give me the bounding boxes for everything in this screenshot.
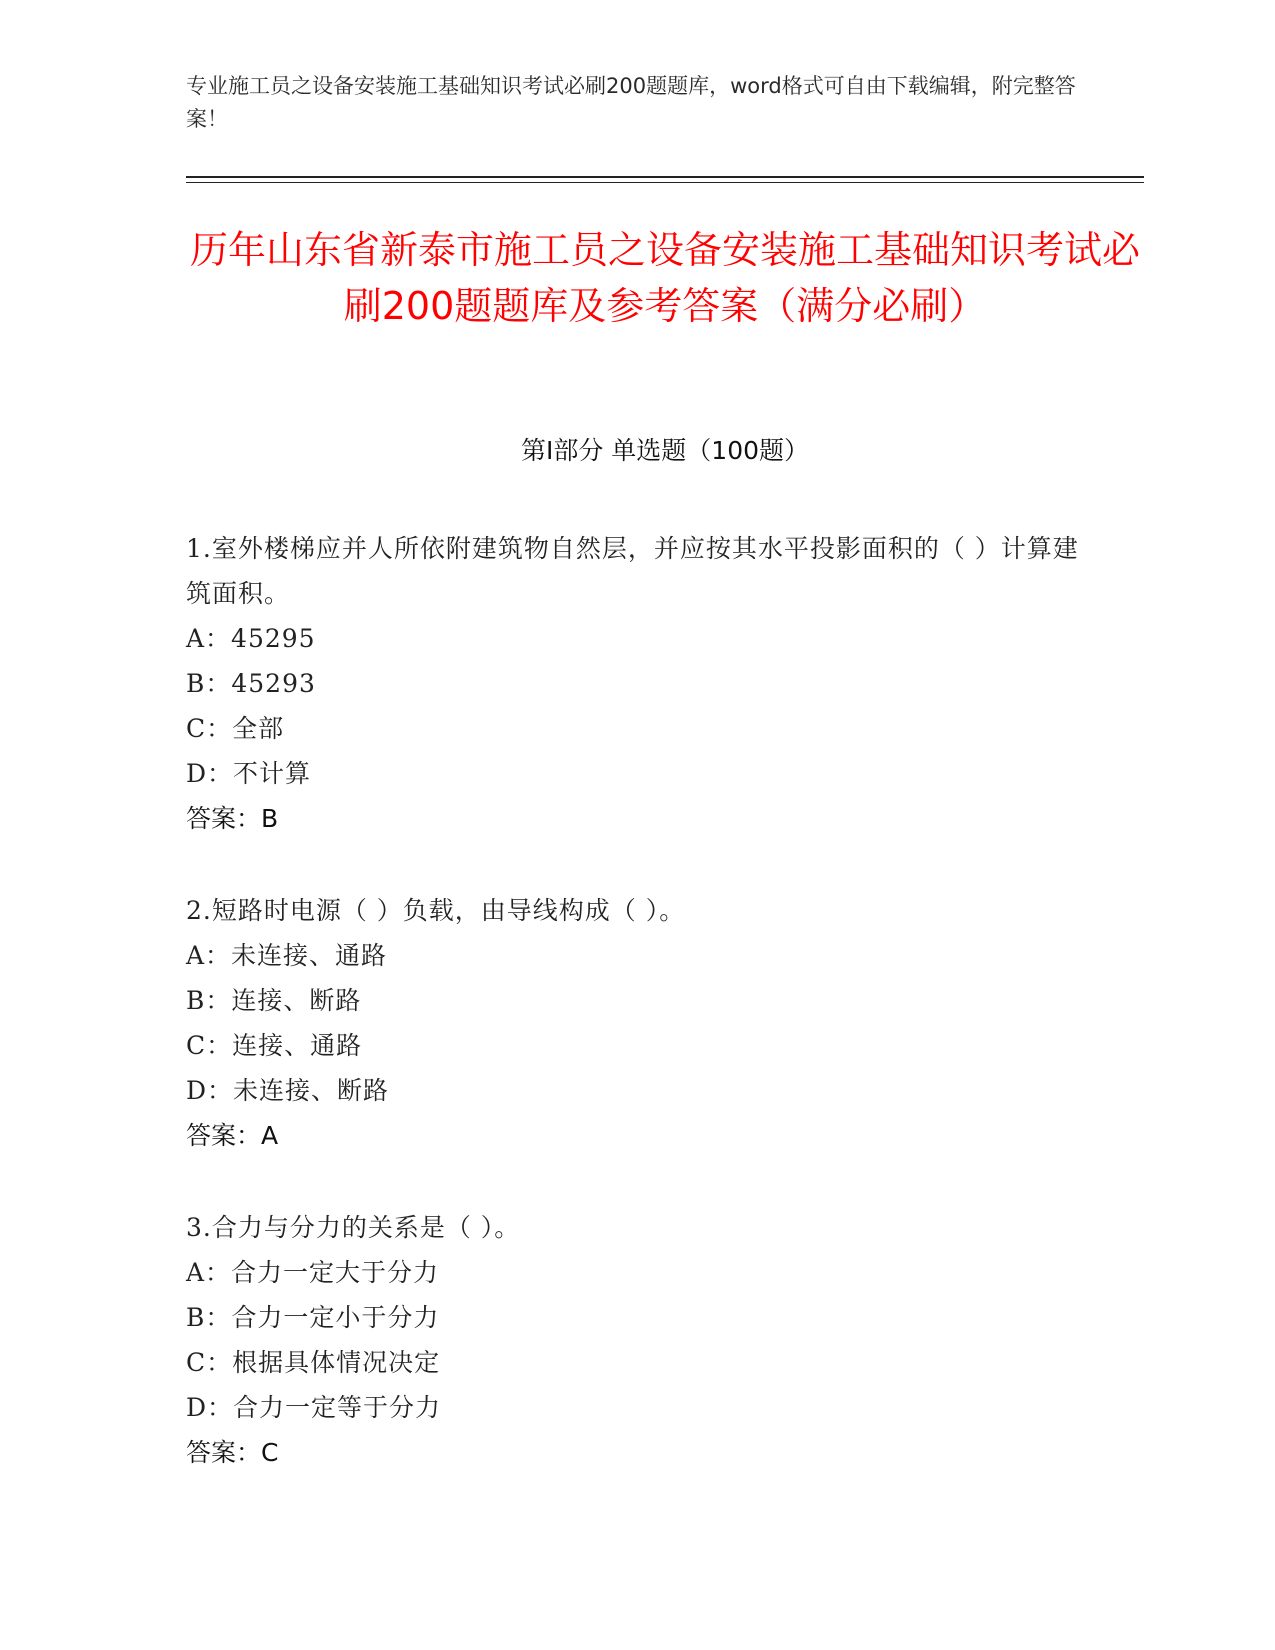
- question-list: [186, 526, 1086, 1522]
- question-2: [186, 888, 1086, 1158]
- answer: 答案：B: [186, 804, 279, 833]
- option-c: C：根据具体情况决定: [186, 1348, 441, 1377]
- question-stem: 3.合力与分力的关系是（ ）。: [186, 1213, 521, 1242]
- option-d: D：未连接、断路: [186, 1076, 390, 1105]
- question-stem: 1.室外楼梯应并人所依附建筑物自然层，并应按其水平投影面积的（ ）计算建筑面积。: [186, 534, 1079, 608]
- answer: 答案：A: [186, 1121, 279, 1150]
- header-note: 专业施工员之设备安装施工基础知识考试必刷200题题库，word格式可自由下载编辑，附完整答案！: [186, 74, 1076, 131]
- option-d: D：合力一定等于分力: [186, 1393, 442, 1422]
- option-d: D：不计算: [186, 759, 312, 788]
- option-b: B：连接、断路: [186, 986, 362, 1015]
- option-a: A：45295: [186, 624, 316, 653]
- question-3: [186, 1205, 1086, 1475]
- option-c: C：连接、通路: [186, 1031, 363, 1060]
- section-title: 第Ⅰ部分 单选题（100题）: [520, 436, 810, 465]
- answer: 答案：C: [186, 1438, 279, 1467]
- option-a: A：未连接、通路: [186, 941, 388, 970]
- option-b: B：45293: [186, 669, 316, 698]
- option-a: A：合力一定大于分力: [186, 1258, 440, 1287]
- question-1: [186, 526, 1086, 841]
- option-b: B：合力一定小于分力: [186, 1303, 440, 1332]
- option-c: C：全部: [186, 714, 285, 743]
- document-title: 历年山东省新泰市施工员之设备安装施工基础知识考试必刷200题题库及参考答案（满分必刷）: [189, 228, 1140, 328]
- question-stem: 2.短路时电源（ ）负载，由导线构成（ ）。: [186, 896, 686, 925]
- header-divider-thick: [186, 176, 1144, 178]
- header-divider-thin: [186, 182, 1144, 183]
